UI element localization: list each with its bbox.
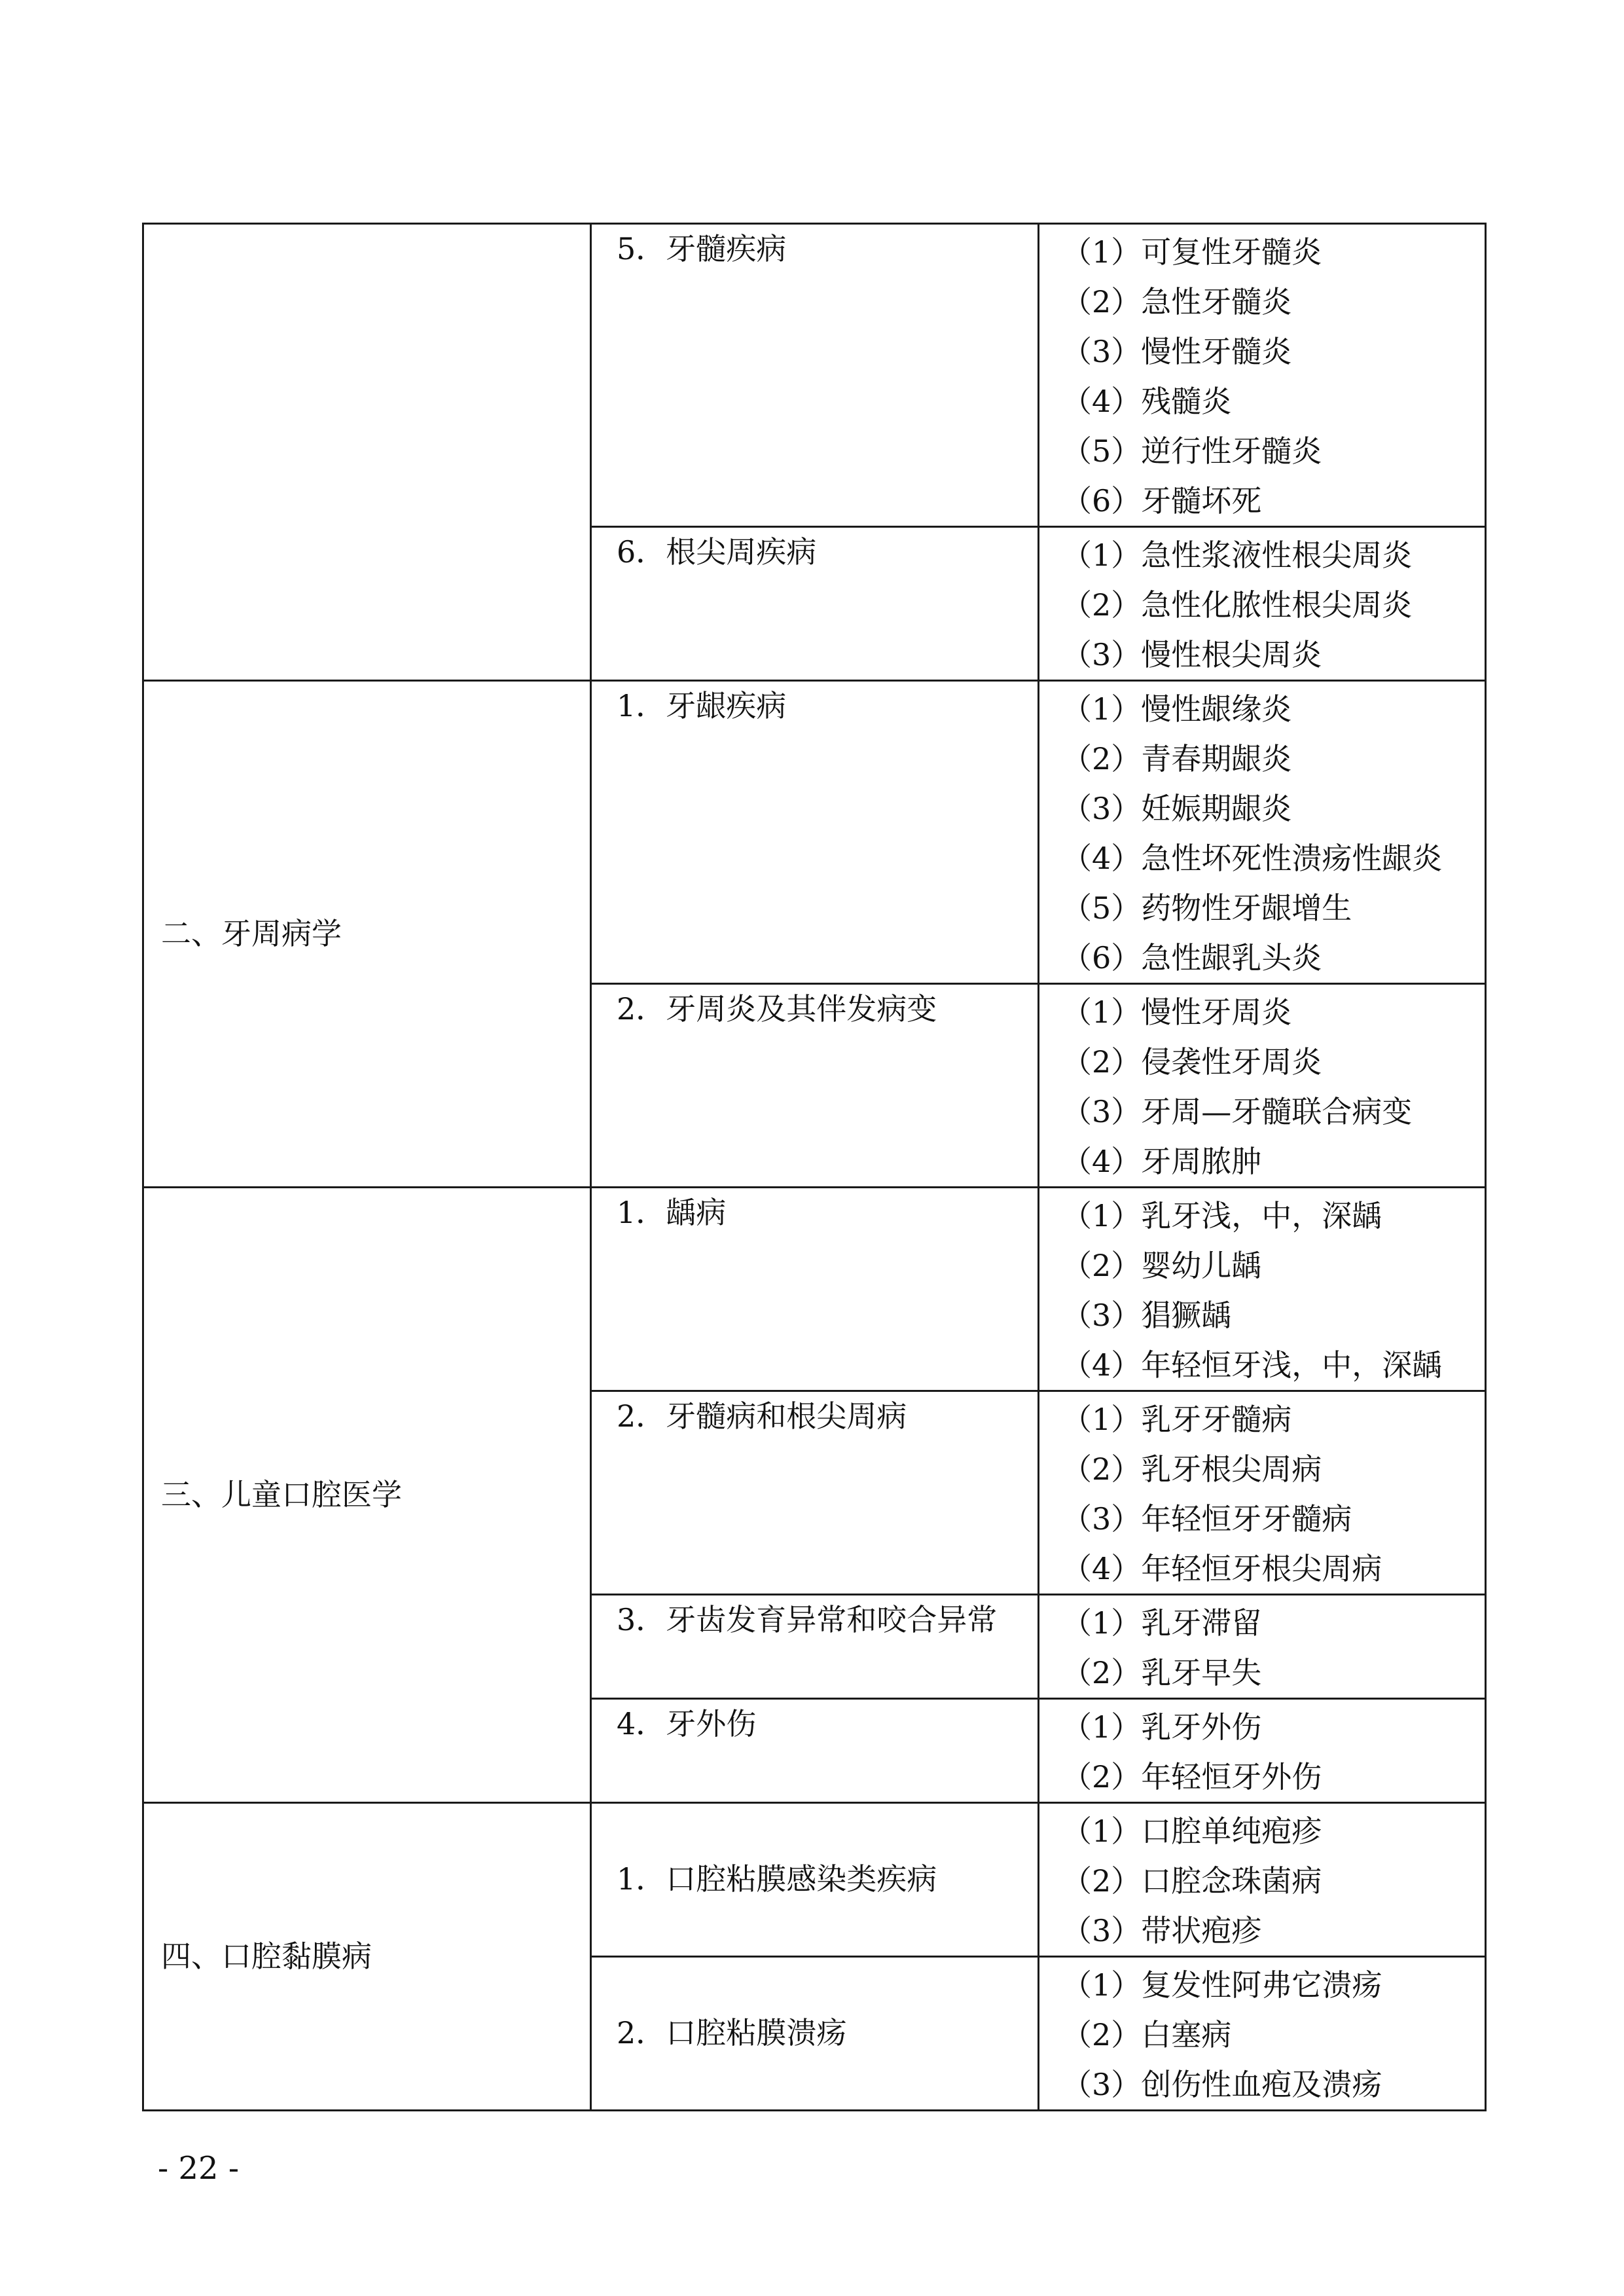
- topic-cell: 4．牙外伤: [591, 1699, 1039, 1803]
- topic-cell: 2．牙周炎及其伴发病变: [591, 984, 1039, 1188]
- subtopic-item: （4）年轻恒牙浅，中，深龋: [1062, 1347, 1443, 1383]
- subtopic-item: （3）牙周—牙髓联合病变: [1062, 1094, 1413, 1129]
- subtopics-cell: [1039, 1699, 1486, 1803]
- table-row: [143, 681, 1486, 984]
- subtopic-item: （3）年轻恒牙牙髓病: [1062, 1501, 1352, 1537]
- table-body: [143, 224, 1486, 2111]
- subtopics-cell: [1039, 224, 1486, 527]
- topic-cell: 3．牙齿发育异常和咬合异常: [591, 1595, 1039, 1699]
- subtopic-item: （2）口腔念珠菌病: [1062, 1863, 1322, 1899]
- topic-cell: 1．牙龈疾病: [591, 681, 1039, 984]
- subtopic-item: （1）乳牙滞留: [1062, 1605, 1262, 1641]
- subtopic-item: （2）婴幼儿龋: [1062, 1248, 1262, 1283]
- subtopics-cell: [1039, 1391, 1486, 1595]
- subtopics-cell: [1039, 984, 1486, 1188]
- subtopics-cell: [1039, 1957, 1486, 2111]
- table-row: [143, 1188, 1486, 1391]
- subtopic-item: （2）乳牙早失: [1062, 1655, 1262, 1690]
- section-cell: 三、儿童口腔医学: [143, 1188, 591, 1803]
- subtopics-cell: [1039, 1188, 1486, 1391]
- section-cell: [143, 224, 591, 681]
- table-row: [143, 224, 1486, 527]
- subtopics-cell: [1039, 681, 1486, 984]
- subtopics-cell: [1039, 1803, 1486, 1957]
- subtopic-item: （5）逆行性牙髓炎: [1062, 433, 1322, 469]
- syllabus-table: [142, 223, 1487, 2111]
- subtopic-item: （3）创伤性血疱及溃疡: [1062, 2067, 1382, 2102]
- subtopic-item: （1）乳牙外伤: [1062, 1709, 1262, 1745]
- subtopic-item: （2）年轻恒牙外伤: [1062, 1759, 1322, 1795]
- subtopic-item: （3）妊娠期龈炎: [1062, 791, 1292, 826]
- subtopic-item: （3）带状疱疹: [1062, 1913, 1262, 1948]
- subtopic-item: （1）乳牙浅，中，深龋: [1062, 1198, 1382, 1233]
- subtopic-item: （4）急性坏死性溃疡性龈炎: [1062, 841, 1443, 876]
- subtopic-item: （4）残髓炎: [1062, 384, 1232, 419]
- subtopics-cell: [1039, 527, 1486, 681]
- subtopic-item: （2）白塞病: [1062, 2017, 1232, 2052]
- topic-cell: 6．根尖周疾病: [591, 527, 1039, 681]
- subtopic-item: （1）慢性龈缘炎: [1062, 691, 1292, 727]
- subtopic-item: （2）乳牙根尖周病: [1062, 1451, 1322, 1487]
- topic-cell: 2．牙髓病和根尖周病: [591, 1391, 1039, 1595]
- subtopic-item: （6）牙髓坏死: [1062, 483, 1262, 519]
- subtopic-item: （1）乳牙牙髓病: [1062, 1402, 1292, 1437]
- subtopic-item: （5）药物性牙龈增生: [1062, 890, 1352, 926]
- subtopic-item: （3）猖獗龋: [1062, 1298, 1232, 1333]
- subtopic-item: （1）复发性阿弗它溃疡: [1062, 1967, 1382, 2003]
- section-cell: 二、牙周病学: [143, 681, 591, 1188]
- subtopic-item: （3）慢性根尖周炎: [1062, 637, 1322, 672]
- subtopic-item: （1）急性浆液性根尖周炎: [1062, 538, 1413, 573]
- subtopic-item: （4）年轻恒牙根尖周病: [1062, 1551, 1382, 1586]
- topic-cell: 5．牙髓疾病: [591, 224, 1039, 527]
- topic-cell: 2．口腔粘膜溃疡: [591, 1957, 1039, 2111]
- subtopic-item: （3）慢性牙髓炎: [1062, 334, 1292, 369]
- subtopic-item: （1）口腔单纯疱疹: [1062, 1813, 1322, 1849]
- subtopic-item: （1）可复性牙髓炎: [1062, 234, 1322, 270]
- table-row: [143, 1803, 1486, 1957]
- topic-cell: 1．口腔粘膜感染类疾病: [591, 1803, 1039, 1957]
- subtopic-item: （1）慢性牙周炎: [1062, 994, 1292, 1030]
- section-cell: 四、口腔黏膜病: [143, 1803, 591, 2111]
- subtopic-item: （4）牙周脓肿: [1062, 1144, 1262, 1179]
- subtopics-cell: [1039, 1595, 1486, 1699]
- topic-cell: 1．龋病: [591, 1188, 1039, 1391]
- subtopic-item: （2）急性化脓性根尖周炎: [1062, 587, 1413, 623]
- subtopic-item: （6）急性龈乳头炎: [1062, 940, 1322, 975]
- page-number: - 22 -: [158, 2150, 240, 2187]
- subtopic-item: （2）青春期龈炎: [1062, 741, 1292, 776]
- subtopic-item: （2）急性牙髓炎: [1062, 284, 1292, 319]
- subtopic-item: （2）侵袭性牙周炎: [1062, 1044, 1322, 1080]
